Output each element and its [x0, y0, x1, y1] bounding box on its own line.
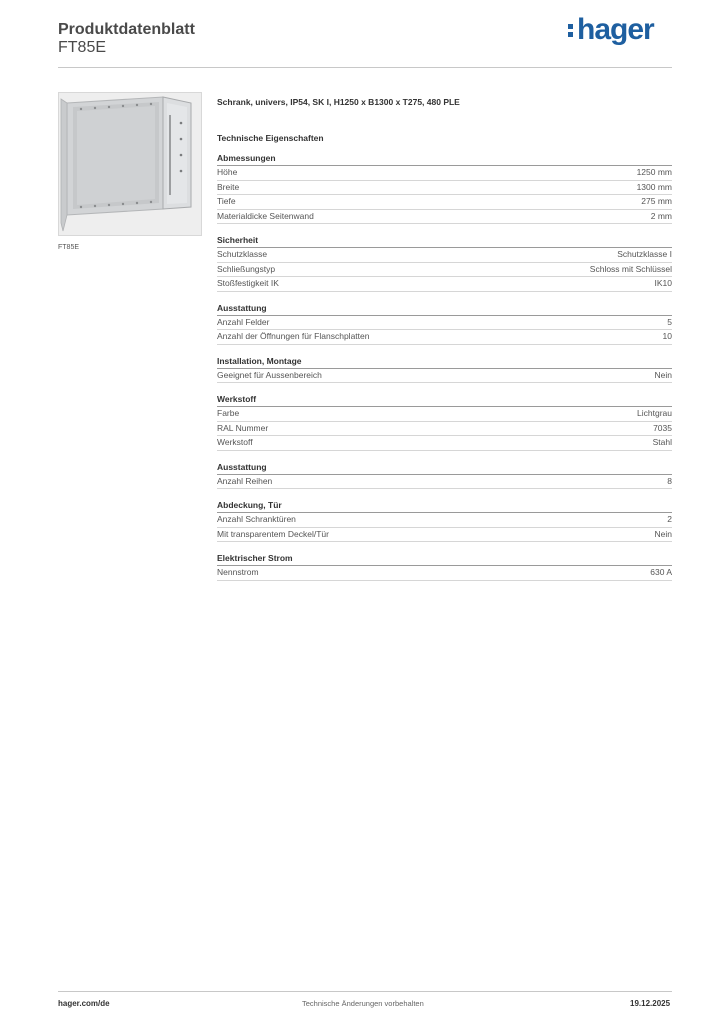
spec-row — [217, 475, 672, 490]
spec-row — [217, 248, 672, 263]
spec-label: Materialdicke Seitenwand — [217, 210, 314, 221]
spec-label: Nennstrom — [217, 567, 259, 577]
spec-value: 7035 — [653, 422, 672, 433]
footer-divider — [58, 991, 672, 992]
spec-value: Stahl — [652, 437, 672, 447]
logo-dots-icon — [568, 20, 575, 40]
footer-website: hager.com/de — [58, 999, 110, 1008]
spec-value: 5 — [667, 316, 672, 327]
spec-value: 275 mm — [641, 196, 672, 206]
spec-value: IK10 — [654, 278, 672, 288]
spec-row — [217, 166, 672, 181]
spec-label: Anzahl Reihen — [217, 475, 273, 486]
section-title: Elektrischer Strom — [217, 552, 672, 566]
spec-sections — [217, 152, 672, 581]
spec-label: Anzahl der Öffnungen für Flanschplatten — [217, 331, 370, 341]
spec-value: Lichtgrau — [637, 408, 672, 418]
spec-row — [217, 513, 672, 528]
spec-section — [217, 461, 672, 490]
spec-label: Anzahl Felder — [217, 316, 270, 327]
tech-heading: Technische Eigenschaften — [217, 133, 324, 143]
spec-value: 1250 mm — [636, 167, 672, 177]
spec-value: Schloss mit Schlüssel — [589, 263, 672, 274]
spec-section — [217, 499, 672, 542]
spec-label: Breite — [217, 181, 240, 192]
spec-value: Nein — [654, 369, 672, 380]
spec-row — [217, 369, 672, 384]
spec-label: Schließungstyp — [217, 263, 276, 274]
spec-value: Nein — [654, 528, 672, 539]
spec-label: Höhe — [217, 167, 238, 177]
spec-label: Farbe — [217, 408, 240, 418]
datasheet-content — [217, 96, 672, 581]
spec-row — [217, 210, 672, 225]
spec-row — [217, 195, 672, 210]
spec-section — [217, 552, 672, 581]
section-title: Abdeckung, Tür — [217, 499, 672, 513]
spec-row — [217, 330, 672, 345]
spec-row — [217, 277, 672, 292]
spec-row — [217, 407, 672, 422]
spec-value: 8 — [667, 475, 672, 486]
footer-date: 19.12.2025 — [630, 999, 671, 1008]
product-description: Schrank, univers, IP54, SK I, H1250 x B1300 x T275, 480 PLE — [217, 97, 460, 107]
spec-value: 630 A — [650, 567, 672, 577]
product-code: FT85E — [58, 39, 107, 56]
spec-value: 2 — [667, 514, 672, 524]
spec-label: Geeignet für Aussenbereich — [217, 369, 322, 380]
page-title: Produktdatenblatt — [58, 21, 195, 38]
spec-value: 2 mm — [650, 210, 672, 221]
spec-row — [217, 263, 672, 278]
spec-section — [217, 302, 672, 345]
footer-notice: Technische Änderungen vorbehalten — [302, 999, 424, 1008]
spec-label: Werkstoff — [217, 437, 253, 447]
spec-label: RAL Nummer — [217, 422, 269, 433]
spec-value: Schutzklasse I — [617, 249, 672, 259]
spec-row — [217, 436, 672, 451]
cabinet-illustration-icon — [59, 93, 201, 235]
spec-row — [217, 422, 672, 437]
spec-value: 1300 mm — [636, 181, 672, 192]
spec-section — [217, 234, 672, 292]
section-title: Ausstattung — [217, 461, 672, 475]
spec-label: Mit transparentem Deckel/Tür — [217, 528, 329, 539]
spec-row — [217, 528, 672, 543]
section-title: Werkstoff — [217, 393, 672, 407]
spec-row — [217, 181, 672, 196]
spec-row — [217, 566, 672, 581]
section-title: Abmessungen — [217, 152, 672, 166]
product-image — [58, 92, 202, 236]
section-title: Installation, Montage — [217, 355, 672, 369]
spec-section — [217, 355, 672, 384]
spec-label: Schutzklasse — [217, 249, 268, 259]
spec-row — [217, 316, 672, 331]
spec-label: Tiefe — [217, 196, 236, 206]
spec-label: Anzahl Schranktüren — [217, 514, 296, 524]
spec-label: Stoßfestigkeit IK — [217, 278, 279, 288]
logo-wordmark: hager — [577, 13, 654, 46]
hager-logo — [568, 14, 658, 46]
section-title: Sicherheit — [217, 234, 672, 248]
spec-section — [217, 393, 672, 451]
image-caption: FT85E — [58, 244, 80, 251]
section-title: Ausstattung — [217, 302, 672, 316]
spec-value: 10 — [662, 331, 672, 341]
header-divider — [58, 67, 672, 68]
spec-section — [217, 152, 672, 224]
